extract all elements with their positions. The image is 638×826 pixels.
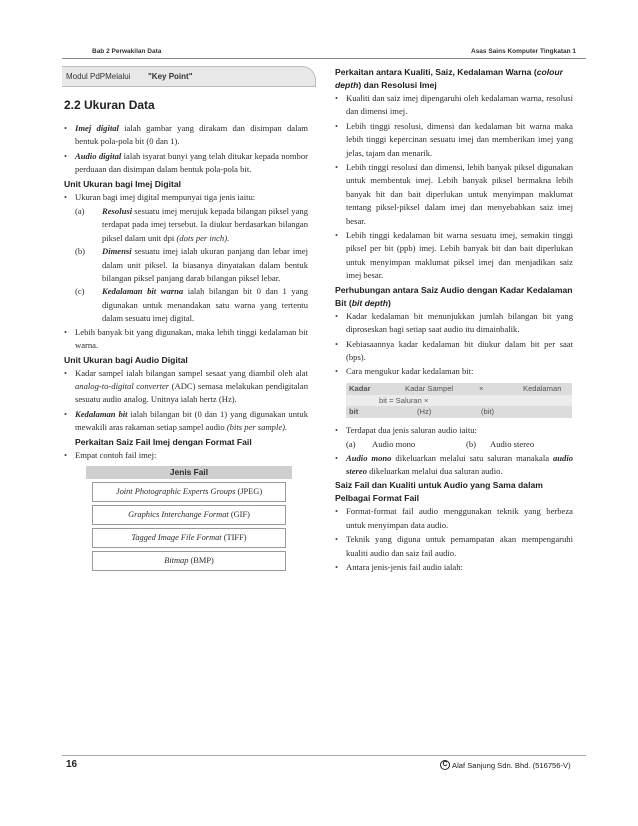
list-italic: (dots per inch).: [176, 232, 230, 243]
copyright-notice: [440, 760, 571, 770]
bullet-kadar-kedalaman: • Kadar kedalaman bit menunjukkan jumlah bilangan bit yang diproseskan bagi setiap saat audio itu dimainbalik.: [335, 310, 573, 337]
bullet-format-fail-audio: • Format-format fail audio menggunakan teknik yang berbeza untuk menyimpan data audio.: [335, 505, 573, 532]
list-item-dimensi: [75, 245, 308, 285]
formula-cell: (bit): [481, 406, 495, 416]
file-type-name: Graphics Interchange Format: [128, 509, 229, 519]
list-label: (c): [75, 286, 85, 297]
bullet-text: ialah gambar yang dirakam dan disimpan dalam bentuk pola-pola bit (0 dan 1).: [75, 123, 308, 147]
list-item-audio-stereo: Audio stereo: [490, 439, 535, 450]
file-type-name: Bitmap: [164, 555, 189, 565]
right-column: [335, 66, 573, 575]
list-text: sesuatu imej merujuk kepada bilangan piksel yang terdapat pada imej tersebut. Ia diukur berdasarkan bilangan piksel dalam unit dpi: [102, 206, 308, 243]
formula-row: [346, 383, 572, 395]
bullet-text: (ADC) semasa melakukan pendigitalan sesuatu audio analog. Unitnya ialah hertz (Hz).: [75, 380, 308, 405]
file-type-ext: (GIF): [228, 509, 250, 519]
page-header: [0, 0, 638, 62]
term-kedalaman-bit: Kedalaman bit: [75, 408, 128, 419]
bullet-text: dikeluarkan melalui dua saluran audio.: [367, 465, 503, 476]
file-type-name: Joint Photographic Experts Groups: [115, 486, 236, 496]
term-audio-stereo: audio stereo: [346, 452, 574, 476]
file-type-table: [86, 466, 292, 571]
subheading-text: ): [388, 297, 391, 308]
term-audio-mono: Audio mono: [346, 452, 392, 463]
list-item-kedalaman-bit-warna: [75, 285, 308, 325]
footer-divider: [62, 755, 586, 756]
file-type-ext: (JPEG): [235, 486, 263, 496]
bullet-kedalaman-bit: [64, 408, 308, 435]
bullet-imej-digital: [64, 122, 308, 149]
subheading-unit-imej: Unit Ukuran bagi Imej Digital: [64, 178, 181, 189]
header-divider: [62, 58, 586, 59]
file-type-row: [92, 528, 286, 548]
subheading-text: ) dan Resolusi Imej: [358, 80, 437, 90]
bullet-contoh-fail: • Empat contoh fail imej:: [64, 449, 308, 462]
book-title: Asas Sains Komputer Tingkatan 1: [471, 48, 576, 55]
bullet-kebiasaannya: [335, 338, 573, 365]
formula-cell: bit = Saluran ×: [379, 395, 429, 405]
bullet-text: dikeluarkan melalui satu saluran manakala: [391, 452, 553, 463]
bullet-cara-mengukur: • Cara mengukur kadar kedalaman bit:: [335, 365, 573, 378]
formula-row: [346, 395, 572, 406]
bullet-jenis-fail-audio: • Antara jenis-jenis fail audio ialah:: [335, 561, 573, 574]
subheading-unit-audio: Unit Ukuran bagi Audio Digital: [64, 354, 188, 365]
file-type-row: [92, 551, 286, 571]
term-audio-digital: Audio digital: [75, 150, 122, 161]
copyright-icon: C: [440, 760, 450, 770]
page-number: 16: [66, 759, 78, 770]
term-kedalaman-bit-warna: Kedalaman bit warna: [102, 286, 184, 297]
list-label: (a): [346, 439, 356, 450]
file-type-ext: (BMP): [188, 555, 214, 565]
list-item-resolusi: [75, 205, 308, 245]
bullet-audio-digital: [64, 150, 308, 177]
file-type-name: Tagged Image File Format: [131, 532, 222, 542]
module-tab-keypoint: "Key Point": [148, 72, 193, 81]
subheading-saiz-audio: [335, 284, 573, 310]
list-text: sesuatu imej ialah ukuran panjang dan lebar imej dalam unit piksel. Ia biasanya dinyatakan dalam bentuk bilangan piksel panjang darab bilangan piksel lebar.: [102, 246, 308, 284]
term-bit-depth: bit depth: [351, 297, 388, 308]
file-type-row: [92, 482, 286, 502]
module-tab: [62, 66, 316, 87]
file-type-ext: (TIFF): [221, 532, 247, 542]
bullet-jenis-saluran: • Terdapat dua jenis saluran audio iaitu:: [335, 424, 573, 437]
term-imej-digital: Imej digital: [75, 123, 119, 133]
formula-cell: Kedalaman: [523, 383, 562, 393]
subheading-saiz-fail-audio: Saiz Fail dan Kualiti untuk Audio yang Sama dalam Pelbagai Format Fail: [335, 480, 543, 504]
formula-cell: Kadar: [349, 383, 371, 393]
chapter-title: Bab 2 Perwakilan Data: [92, 48, 162, 55]
bullet-text: Kebiasaannya kadar kedalaman: [346, 338, 460, 349]
term-adc: analog-to-digital converter: [75, 380, 170, 391]
term-resolusi: Resolusi: [102, 206, 133, 217]
bullet-lebih-banyak-bit: • Lebih banyak bit yang digunakan, maka lebih tinggi kedalaman bit warna.: [64, 326, 308, 353]
subheading-text: Perkaitan antara Kualiti, Saiz, Kedalaman Warna (: [335, 67, 537, 77]
bullet-ukuran-imej: • Ukuran bagi imej digital mempunyai tiga jenis iaitu:: [64, 191, 308, 204]
bullet-text: Kadar sampel ialah bilangan sampel sesaat yang diambil oleh alat: [75, 367, 308, 378]
bullet-kedalaman-bit-warna: • Lebih tinggi kedalaman bit warna sesuatu imej, semakin tinggi piksel per bit (ppb) imej. Lebih banyak bit dan bait diperlukan untuk menyimpan maklumat piksel imej dan menjadikan saiz imej besar.: [335, 229, 573, 283]
bullet-kualiti-saiz: • Kualiti dan saiz imej dipengaruhi oleh kedalaman warna, resolusi dan dimensi imej.: [335, 92, 573, 119]
bullet-mono-stereo: [335, 452, 573, 479]
formula-cell: bit: [349, 406, 359, 416]
saluran-list: [335, 438, 573, 451]
list-item-audio-mono: Audio mono: [372, 439, 416, 450]
bullet-kadar-sampel: [64, 367, 308, 407]
bullet-text: bit diukur dalam bit per saat (bps).: [346, 338, 573, 362]
term-bits-per-sample: (bits per sample).: [226, 422, 288, 433]
term-dimensi: Dimensi: [102, 246, 132, 257]
left-column: [64, 97, 308, 574]
bullet-lebih-tinggi-resolusi: • Lebih tinggi resolusi, dimensi dan kedalaman bit warna maka lebih tinggi kepercinan sesuatu imej dan memberikan imej yang jelas, tajam dan menarik.: [335, 120, 573, 160]
formula-cell: Kadar Sampel: [405, 383, 454, 393]
file-type-row: [92, 505, 286, 525]
bullet-lebih-banyak-piksel: • Lebih tinggi resolusi dan dimensi, lebih banyak piksel digunakan untuk membentuk imej. Lebih banyak piksel bermakna lebih banyak bit dan bait diperlukan untuk menyimpan maklumat tentang piksel-piksel dalam imej dan menyebabkan saiz imej besar.: [335, 161, 573, 228]
formula-row: [346, 406, 572, 418]
list-label: (a): [75, 206, 85, 217]
term-colour-depth: colour depth: [335, 67, 563, 90]
bullet-teknik-pemampatan: • Teknik yang diguna untuk pemampatan akan mempengaruhi kualiti audio dan saiz fail audio.: [335, 533, 573, 560]
formula-cell: (Hz): [417, 406, 432, 416]
list-text: ialah bilangan bit 0 dan 1 yang digunakan untuk menandakan satu warna yang tertentu dalam sesuatu imej digital.: [102, 286, 308, 324]
subheading-text: Perhubungan antara Saiz Audio dengan Kadar Kedalaman Bit (: [335, 284, 573, 308]
section-title: 2.2 Ukuran Data: [64, 98, 155, 112]
formula-cell: ×: [479, 383, 484, 393]
list-label: (b): [466, 439, 477, 450]
subheading-format-fail-imej: Perkaitan Saiz Fail Imej dengan Format Fail: [75, 436, 252, 447]
bullet-text: ialah bilangan bit (0 dan 1) yang digunakan untuk mewakili aras rakaman setiap sampel audio: [75, 408, 308, 433]
subheading-kualiti-saiz: [335, 66, 573, 92]
bit-rate-formula: [346, 383, 572, 418]
copyright-text: Alaf Sanjung Sdn. Bhd. (516756-V): [452, 760, 571, 770]
bullet-text: ialah isyarat bunyi yang telah ditukar kepada nombor perduaan dan disimpan dalam bentuk pola-pola bit.: [75, 150, 308, 175]
file-type-table-header: Jenis Fail: [86, 466, 292, 479]
module-tab-label: Modul PdPMelalui: [66, 72, 131, 81]
list-label: (b): [75, 246, 86, 257]
